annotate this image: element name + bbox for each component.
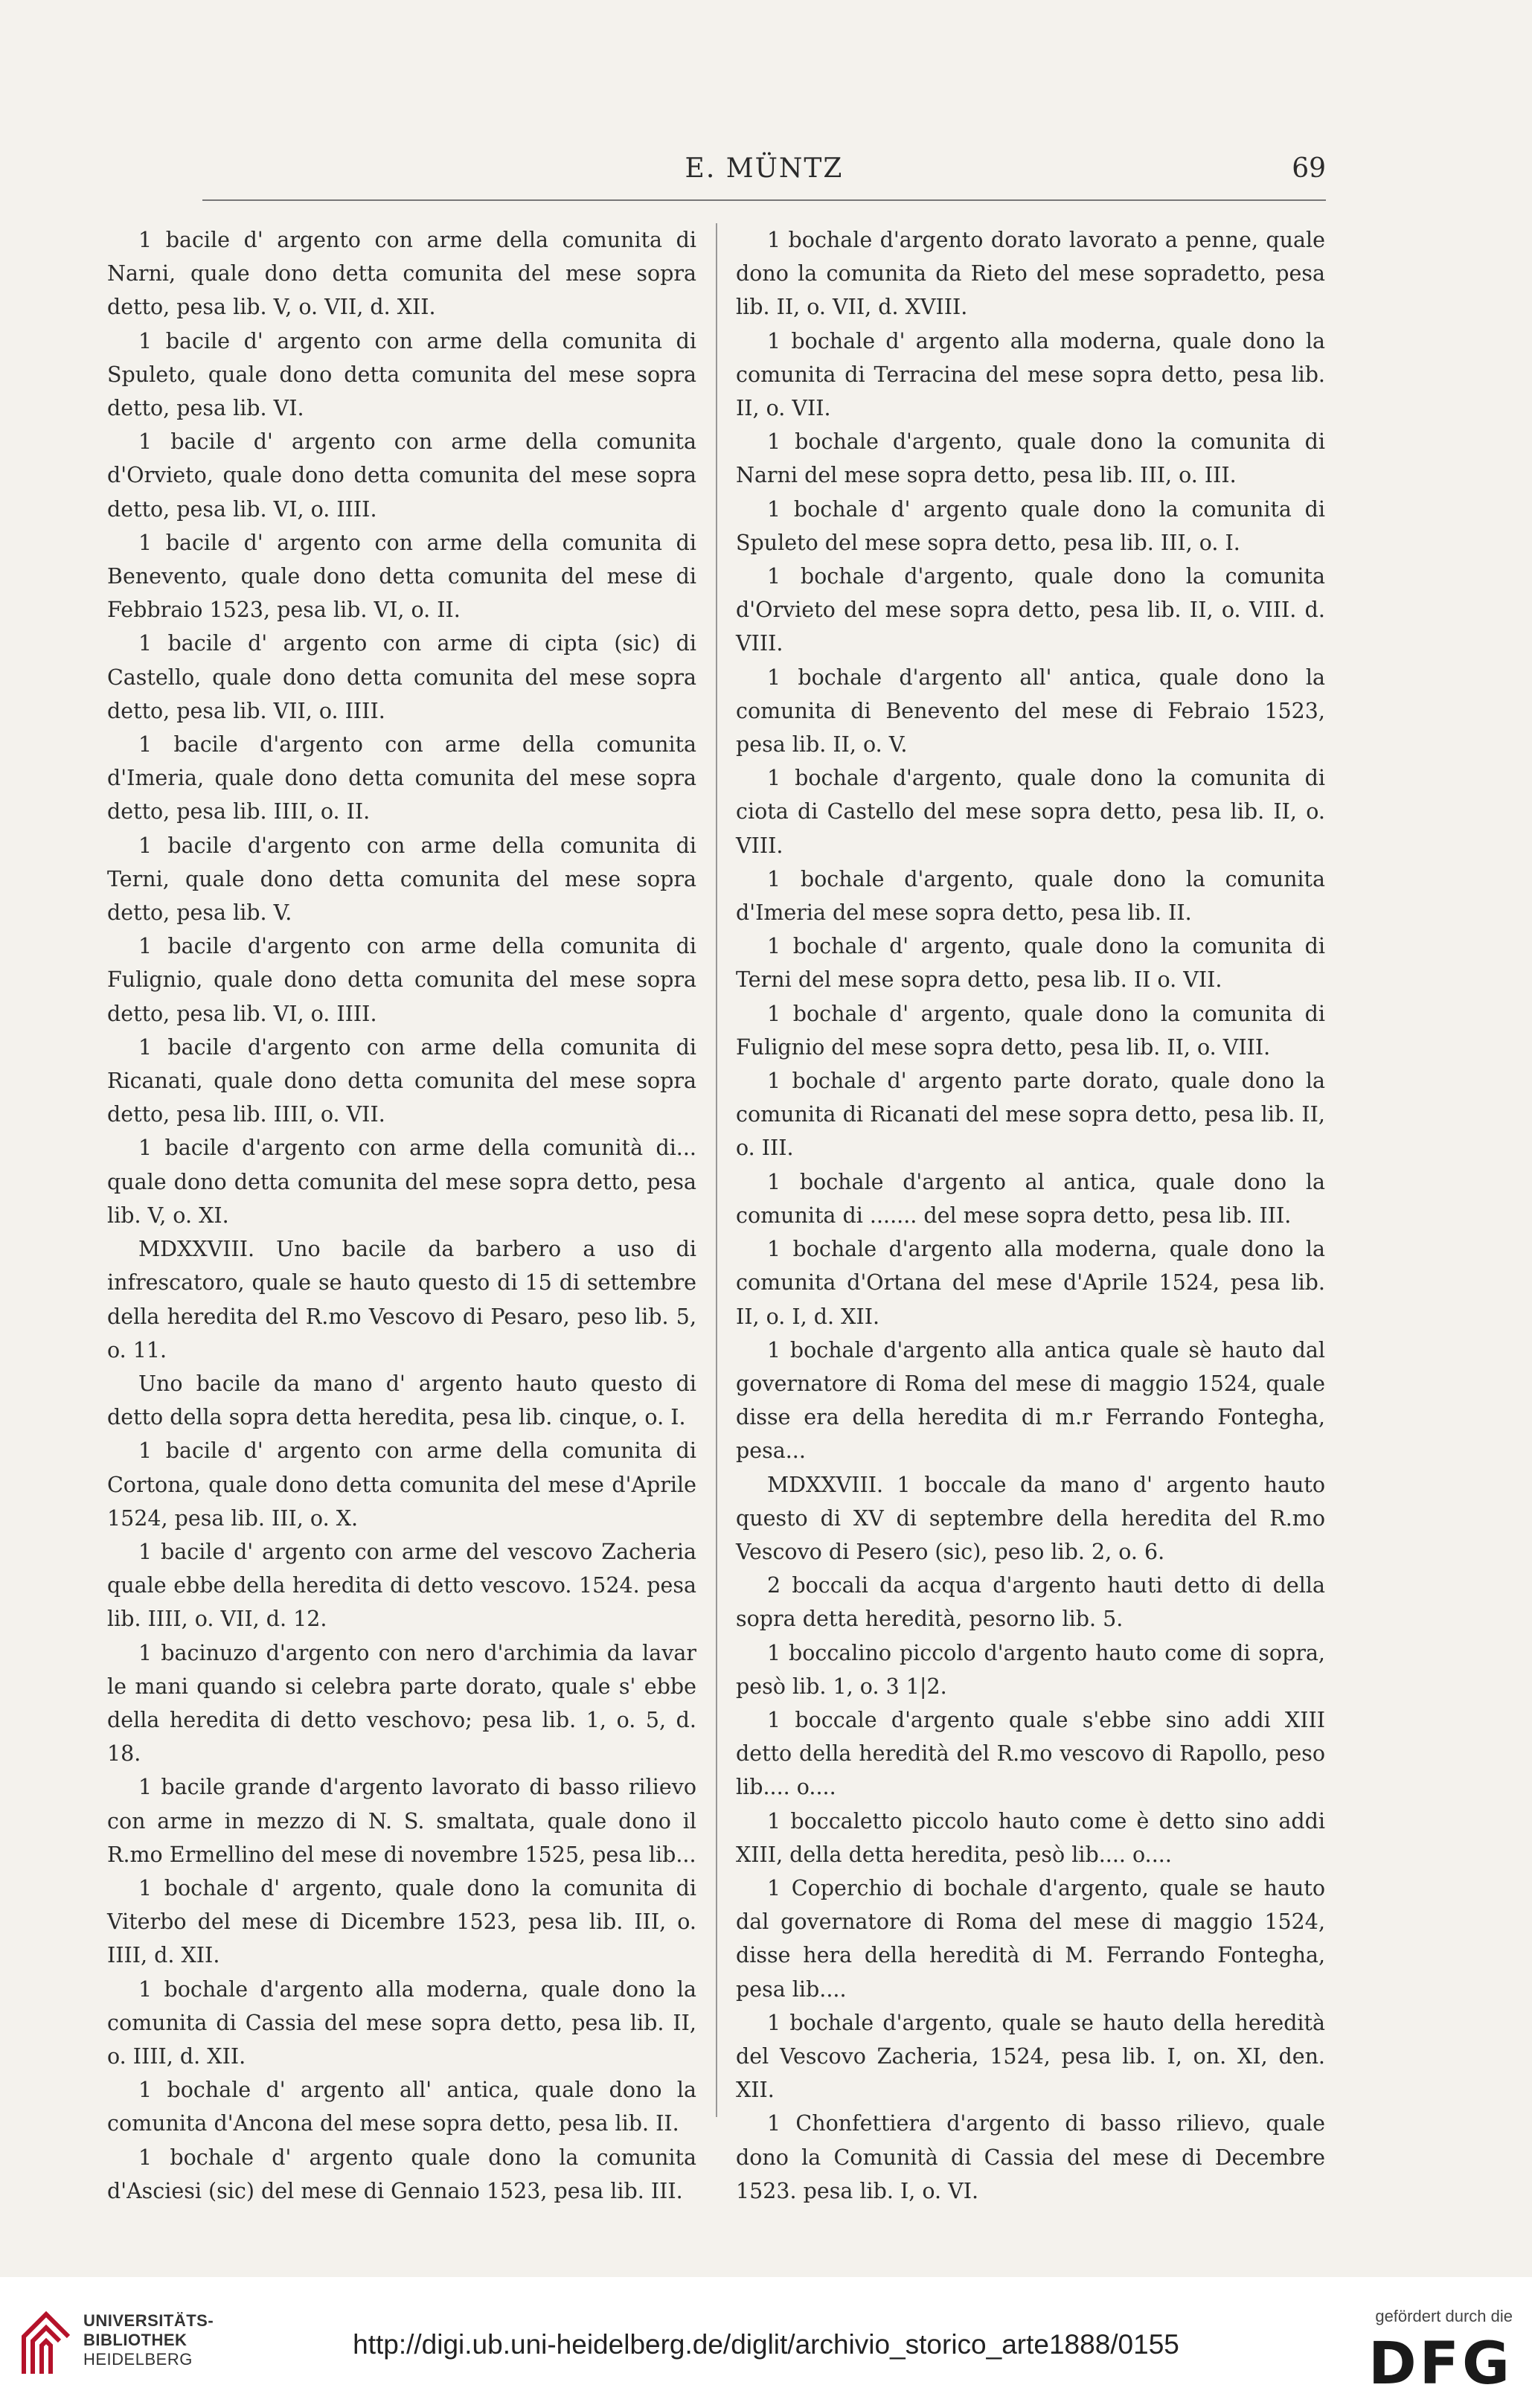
inventory-entry: 1 boccalino piccolo d'argento hauto come di sopra, pesò lib. 1, o. 3 1|2. bbox=[736, 1640, 1325, 1699]
inventory-entry: 1 Chonfettiera d'argento di basso rilievo, quale dono la Comunità di Cassia del mese di Decembre 1523. pesa lib. I, o. VI. bbox=[736, 2111, 1325, 2203]
inventory-entry: 1 bochale d' argento, quale dono la comunita di Viterbo del mese di Dicembre 1523, pesa lib. III, o. IIII, d. XII. bbox=[107, 1875, 696, 1968]
inventory-entry: 1 bochale d'argento, quale dono la comunita d'Imeria del mese sopra detto, pesa lib. II. bbox=[736, 866, 1325, 926]
inventory-entry: 1 bochale d'argento, quale dono la comunita di Narni del mese sopra detto, pesa lib. III, o. III. bbox=[736, 429, 1325, 488]
inventory-entry: 1 bacile d'argento con arme della comunità di... quale dono detta comunita del mese sopra detto, pesa lib. V, o. XI. bbox=[107, 1136, 696, 1228]
inventory-entry: 1 bochale d' argento quale dono la comunita d'Asciesi (sic) del mese di Gennaio 1523, pesa lib. III. bbox=[107, 2145, 696, 2203]
inventory-entry: 1 bacinuzo d'argento con nero d'archimia da lavar le mani quando si celebra parte dorato, quale s' ebbe della heredita di detto veschovo; pesa lib. 1, o. 5, d. 18. bbox=[107, 1640, 696, 1767]
column-divider bbox=[716, 223, 717, 2117]
inventory-entry: MDXXVIII. Uno bacile da barbero a uso di infrescatoro, quale se hauto questo di 15 di settembre della heredita del R.mo Vescovo di Pesaro, peso lib. 5, o. 11. bbox=[107, 1237, 696, 1362]
inventory-entry: 1 bacile d'argento con arme della comunita di Ricanati, quale dono detta comunita del mese sopra detto, pesa lib. IIII, o. VII. bbox=[107, 1034, 696, 1127]
inventory-entry: 1 bacile d' argento con arme della comunita di Benevento, quale dono detta comunita del mese di Febbraio 1523, pesa lib. VI, o. II. bbox=[107, 530, 696, 623]
inventory-entry: MDXXVIII. 1 boccale da mano d' argento hauto questo di XV di septembre della heredita del R.mo Vescovo di Pesero (sic), peso lib. 2, o. 6. bbox=[736, 1472, 1325, 1564]
inventory-entry: 1 bochale d'argento alla antica quale sè hauto dal governatore di Roma del mese di maggio 1524, quale disse era della heredita di m.r Ferrando Fontegha, pesa... bbox=[736, 1337, 1325, 1464]
inventory-entry: 1 bacile d' argento con arme del vescovo Zacheria quale ebbe della heredita di detto vescovo. 1524. pesa lib. IIII, o. VII, d. 12. bbox=[107, 1539, 696, 1632]
viewer-footer bbox=[0, 2277, 1532, 2408]
inventory-entry: 1 bacile d' argento con arme della comunita di Narni, quale dono detta comunita del mese sopra detto, pesa lib. V, o. VII, d. XII. bbox=[107, 228, 696, 320]
inventory-entry: 1 bacile grande d'argento lavorato di basso rilievo con arme in mezzo di N. S. smaltata, quale dono il R.mo Ermellino del mese di novembre 1525, pesa lib... bbox=[107, 1775, 696, 1867]
running-head-author: E. MÜNTZ bbox=[685, 153, 844, 184]
inventory-entry: 1 bacile d'argento con arme della comunita di Terni, quale dono detta comunita del mese sopra detto, pesa lib. V. bbox=[107, 833, 696, 926]
dfg-logo: DFG bbox=[1368, 2331, 1513, 2398]
inventory-entry: 1 bochale d'argento alla moderna, quale dono la comunita di Cassia del mese sopra detto, pesa lib. II, o. IIII, d. XII. bbox=[107, 1976, 696, 2069]
inventory-entry: 1 bochale d' argento, quale dono la comunita di Terni del mese sopra detto, pesa lib. II o. VII. bbox=[736, 934, 1325, 993]
inventory-entry: 1 bochale d' argento, quale dono la comunita di Fulignio del mese sopra detto, pesa lib. II, o. VIII. bbox=[736, 1001, 1325, 1060]
inventory-entry: 1 bochale d' argento all' antica, quale dono la comunita d'Ancona del mese sopra detto, pesa lib. II. bbox=[107, 2078, 696, 2136]
inventory-entry: 1 boccaletto piccolo hauto come è detto sino addi XIII, della detta heredita, pesò lib.... o.... bbox=[736, 1808, 1325, 1867]
inventory-entry: 1 bacile d' argento con arme della comunita di Cortona, quale dono detta comunita del mese d'Aprile 1524, pesa lib. III, o. X. bbox=[107, 1438, 696, 1531]
inventory-entry: 1 Coperchio di bochale d'argento, quale se hauto dal governatore di Roma del mese di maggio 1524, disse hera della heredità di M. Ferrando Fontegha, pesa lib.... bbox=[736, 1875, 1325, 2002]
permalink-url[interactable]: http://digi.ub.uni-heidelberg.de/diglit/archivio_storico_arte1888/0155 bbox=[353, 2329, 1179, 2360]
page-number: 69 bbox=[1292, 153, 1326, 184]
inventory-entry: 2 boccali da acqua d'argento hauti detto di della sopra detta heredità, pesorno lib. 5. bbox=[736, 1573, 1325, 1632]
inventory-entry: 1 bochale d'argento, quale dono la comunita di ciota di Castello del mese sopra detto, pesa lib. II, o. VIII. bbox=[736, 766, 1325, 858]
inventory-entry: 1 boccale d'argento quale s'ebbe sino addi XIII detto della heredità del R.mo vescovo di Rapollo, peso lib.... o.... bbox=[736, 1707, 1325, 1800]
inventory-entry: 1 bacile d' argento con arme della comunita d'Orvieto, quale dono detta comunita del mese sopra detto, pesa lib. VI, o. IIII. bbox=[107, 429, 696, 522]
funding-credit: gefördert durch die bbox=[1375, 2307, 1513, 2325]
right-column bbox=[736, 223, 1325, 2208]
inventory-entry: 1 bacile d'argento con arme della comunita di Fulignio, quale dono detta comunita del mese sopra detto, pesa lib. VI, o. IIII. bbox=[107, 934, 696, 1026]
left-column bbox=[107, 223, 696, 2208]
inventory-entry: 1 bochale d'argento, quale se hauto della heredità del Vescovo Zacheria, 1524, pesa lib. I, on. XI, den. XII. bbox=[736, 2010, 1325, 2103]
inventory-entry: 1 bochale d' argento parte dorato, quale dono la comunita di Ricanati del mese sopra detto, pesa lib. II, o. III. bbox=[736, 1069, 1325, 1161]
inventory-entry: 1 bochale d' argento quale dono la comunita di Spuleto del mese sopra detto, pesa lib. III, o. I. bbox=[736, 496, 1325, 555]
inventory-entry: 1 bacile d'argento con arme della comunita d'Imeria, quale dono detta comunita del mese sopra detto, pesa lib. IIII, o. II. bbox=[107, 732, 696, 824]
running-head bbox=[202, 149, 1326, 193]
inventory-entry: 1 bochale d'argento all' antica, quale dono la comunita di Benevento del mese di Febraio 1523, pesa lib. II, o. V. bbox=[736, 665, 1325, 758]
library-name-line: UNIVERSITÄTS- bbox=[83, 2311, 214, 2330]
inventory-entry: 1 bochale d'argento, quale dono la comunita d'Orvieto del mese sopra detto, pesa lib. II, o. VIII. d. VIII. bbox=[736, 564, 1325, 656]
inventory-entry: Uno bacile da mano d' argento hauto questo di detto della sopra detta heredita, pesa lib. cinque, o. I. bbox=[107, 1371, 696, 1430]
inventory-entry: 1 bochale d' argento alla moderna, quale dono la comunita di Terracina del mese sopra detto, pesa lib. II, o. VII. bbox=[736, 328, 1325, 421]
inventory-entry: 1 bacile d' argento con arme della comunita di Spuleto, quale dono detta comunita del mese sopra detto, pesa lib. VI. bbox=[107, 328, 696, 421]
header-rule bbox=[202, 199, 1326, 201]
library-name-line: HEIDELBERG bbox=[83, 2350, 193, 2369]
inventory-entry: 1 bochale d'argento dorato lavorato a penne, quale dono la comunita da Rieto del mese sopradetto, pesa lib. II, o. VII, d. XVIII. bbox=[736, 228, 1325, 320]
inventory-entry: 1 bochale d'argento alla moderna, quale dono la comunita d'Ortana del mese d'Aprile 1524, pesa lib. II, o. I, d. XII. bbox=[736, 1237, 1325, 1329]
inventory-entry: 1 bacile d' argento con arme di cipta (sic) di Castello, quale dono detta comunita del mese sopra detto, pesa lib. VII, o. IIII. bbox=[107, 631, 696, 723]
library-name-line: BIBLIOTHEK bbox=[83, 2331, 188, 2349]
inventory-entry: 1 bochale d'argento al antica, quale dono la comunita di ....... del mese sopra detto, pesa lib. III. bbox=[736, 1169, 1325, 1228]
